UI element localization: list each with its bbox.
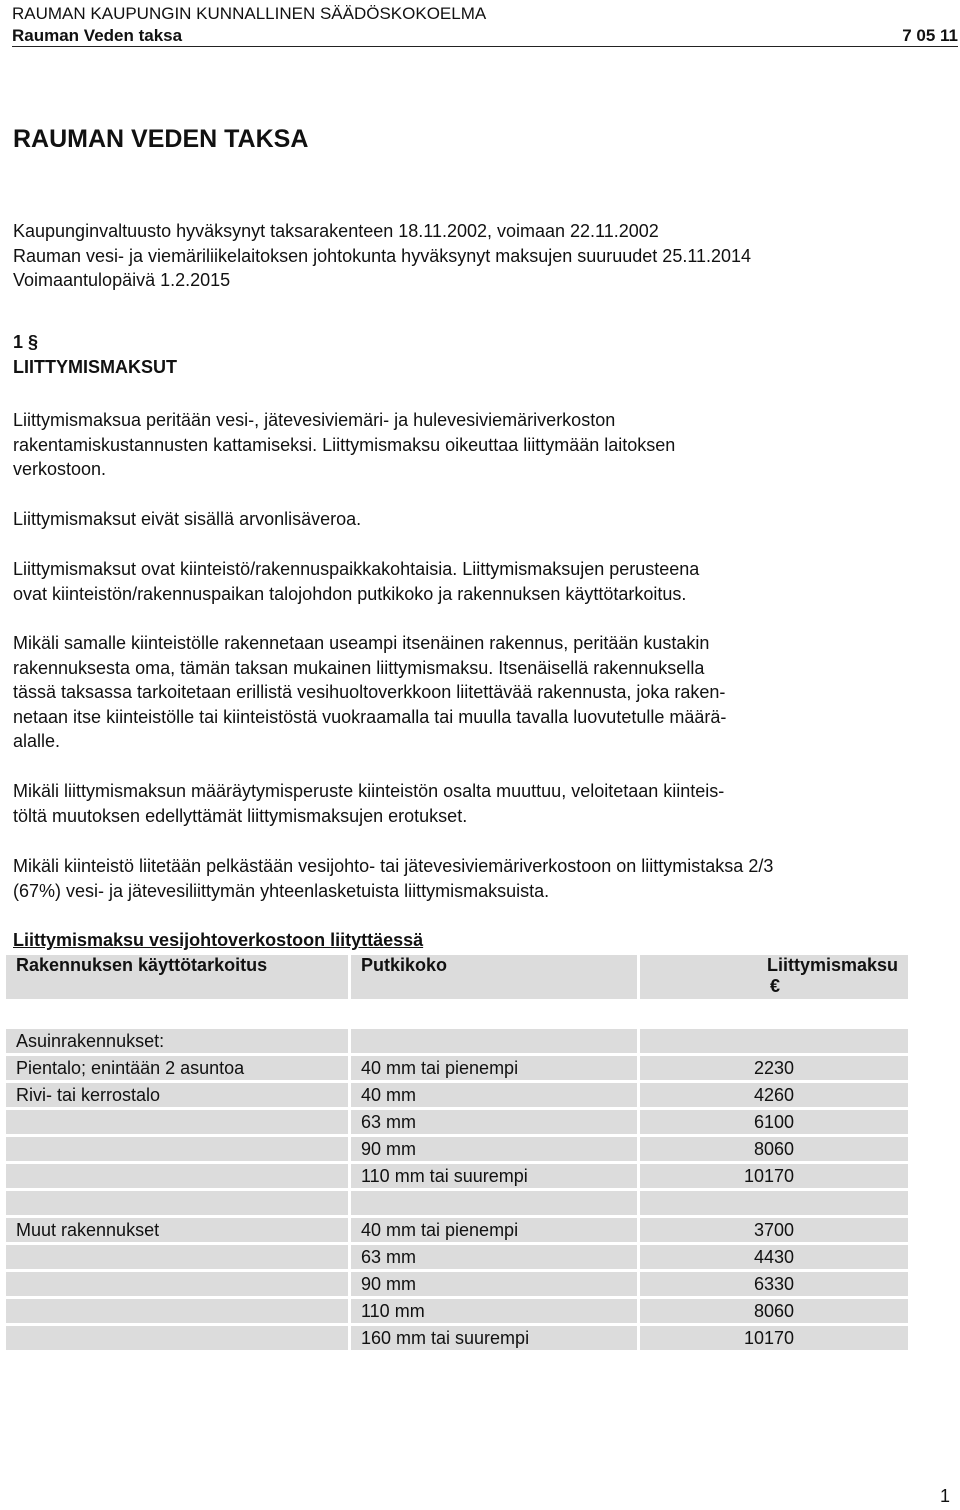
cell-purpose: Muut rakennukset	[6, 1218, 348, 1242]
fee-label: Liittymismaksu	[766, 955, 898, 975]
cell-purpose: Rivi- tai kerrostalo	[6, 1083, 348, 1107]
cell-fee: 4260	[640, 1083, 908, 1107]
cell-fee: 6330	[640, 1272, 908, 1296]
table-row	[6, 1218, 908, 1242]
cell-purpose	[6, 1110, 348, 1134]
paragraph-line: verkostoon.	[13, 459, 107, 480]
table-row	[6, 1326, 908, 1350]
cell-fee: 2230	[640, 1056, 908, 1080]
paragraph-line: alalle.	[13, 731, 61, 752]
paragraph-line: rakennuksesta oma, tämän taksan mukainen liittymismaksu. Itsenäisellä rakennuksella	[13, 657, 705, 678]
paragraph	[13, 507, 913, 532]
paragraph-line: netaan itse kiinteistölle tai kiinteistöstä vuokraamalla tai muulla tavalla luovutetulle määrä-	[13, 706, 727, 727]
cell-pipe-size: 90 mm	[351, 1272, 637, 1296]
paragraph	[13, 557, 913, 606]
cell-fee: 10170	[640, 1326, 908, 1350]
group-label-row	[6, 1029, 908, 1053]
table-title: Liittymismaksu vesijohtoverkostoon liityttäessä	[13, 930, 424, 950]
tariff-table	[3, 952, 911, 1353]
paragraph-line: Mikäli liittymismaksun määräytymisperuste kiinteistön osalta muuttuu, veloitetaan kiinteis-	[13, 781, 725, 801]
paragraph-line: Liittymismaksua peritään vesi-, jätevesiviemäri- ja hulevesiviemäriverkoston	[13, 410, 616, 430]
cell-fee: 3700	[640, 1218, 908, 1242]
group-label-row	[6, 1191, 908, 1215]
group-label: Asuinrakennukset:	[6, 1029, 348, 1053]
cell-purpose	[6, 1245, 348, 1269]
cell-purpose: Pientalo; enintään 2 asuntoa	[6, 1056, 348, 1080]
spacer-row	[6, 1002, 908, 1026]
cell-pipe-size: 40 mm tai pienempi	[351, 1056, 637, 1080]
cell-pipe-size: 90 mm	[351, 1137, 637, 1161]
table-row	[6, 1110, 908, 1134]
intro-line: Rauman vesi- ja viemäriliikelaitoksen johtokunta hyväksynyt maksujen suuruudet 25.11.2014	[13, 245, 752, 266]
table-row	[6, 1245, 908, 1269]
section-number: 1 §	[13, 332, 39, 352]
cell-purpose	[6, 1272, 348, 1296]
paragraph	[13, 779, 913, 828]
col-header-fee	[640, 955, 908, 999]
paragraph-line: Mikäli kiinteistö liitetään pelkästään vesijohto- tai jätevesiviemäriverkostoon on liittymistaksa 2/3	[13, 856, 774, 876]
document-code: 7 05 11	[902, 26, 958, 45]
cell-pipe-size: 40 mm	[351, 1083, 637, 1107]
group-label	[6, 1191, 348, 1215]
paragraph-line: Liittymismaksut ovat kiinteistö/rakennuspaikkakohtaisia. Liittymismaksujen perusteena	[13, 559, 700, 579]
paragraph-line: Liittymismaksut eivät sisällä arvonlisäveroa.	[13, 509, 362, 529]
paragraph-line: tässä taksassa tarkoitetaan erillistä vesihuoltoverkkoon liitettävää rakennusta, joka raken-	[13, 682, 726, 703]
cell-purpose	[6, 1326, 348, 1350]
table-row	[6, 1272, 908, 1296]
collection-name: RAUMAN KAUPUNGIN KUNNALLINEN SÄÄDÖSKOKOELMA	[12, 4, 487, 23]
paragraph-line: töltä muutoksen edellyttämät liittymismaksujen erotukset.	[13, 805, 468, 826]
paragraph	[13, 854, 913, 903]
paragraph	[13, 408, 913, 482]
table-row	[6, 1299, 908, 1323]
paragraph-line: Mikäli samalle kiinteistölle rakennetaan useampi itsenäinen rakennus, peritään kustakin	[13, 633, 710, 653]
intro-block	[13, 219, 913, 293]
cell-pipe-size: 40 mm tai pienempi	[351, 1218, 637, 1242]
table-row	[6, 1137, 908, 1161]
euro-symbol: €	[769, 976, 780, 996]
col-header-pipe-size: Putkikoko	[351, 955, 637, 999]
page-number: 1	[939, 1486, 950, 1506]
table-row	[6, 1056, 908, 1080]
cell-fee: 8060	[640, 1299, 908, 1323]
paragraph-line: (67%) vesi- ja jätevesiliittymän yhteenlasketuista liittymismaksuista.	[13, 880, 550, 901]
intro-line: Voimaantulopäivä 1.2.2015	[13, 270, 231, 291]
cell-pipe-size: 110 mm tai suurempi	[351, 1164, 637, 1188]
cell-purpose	[6, 1137, 348, 1161]
cell-purpose	[6, 1164, 348, 1188]
table-row	[6, 1083, 908, 1107]
cell-fee: 6100	[640, 1110, 908, 1134]
section-title: LIITTYMISMAKSUT	[13, 356, 177, 377]
paragraph-line: ovat kiinteistön/rakennuspaikan talojohdon putkikoko ja rakennuksen käyttötarkoitus.	[13, 583, 687, 604]
cell-pipe-size: 63 mm	[351, 1245, 637, 1269]
cell-pipe-size: 63 mm	[351, 1110, 637, 1134]
cell-fee: 10170	[640, 1164, 908, 1188]
page-title: RAUMAN VEDEN TAKSA	[13, 125, 309, 153]
cell-purpose	[6, 1299, 348, 1323]
table-row	[6, 1164, 908, 1188]
table-header-row	[6, 955, 908, 999]
document-name: Rauman Veden taksa	[12, 26, 183, 45]
col-header-purpose: Rakennuksen käyttötarkoitus	[6, 955, 348, 999]
section-heading	[13, 330, 913, 379]
cell-fee: 4430	[640, 1245, 908, 1269]
paragraph-line: rakentamiskustannusten kattamiseksi. Liittymismaksu oikeuttaa liittymään laitoksen	[13, 434, 676, 455]
running-header	[12, 26, 958, 46]
cell-pipe-size: 110 mm	[351, 1299, 637, 1323]
cell-pipe-size: 160 mm tai suurempi	[351, 1326, 637, 1350]
intro-line: Kaupunginvaltuusto hyväksynyt taksarakenteen 18.11.2002, voimaan 22.11.2002	[13, 221, 659, 241]
header-rule	[12, 46, 958, 47]
paragraph	[13, 631, 913, 754]
cell-fee: 8060	[640, 1137, 908, 1161]
